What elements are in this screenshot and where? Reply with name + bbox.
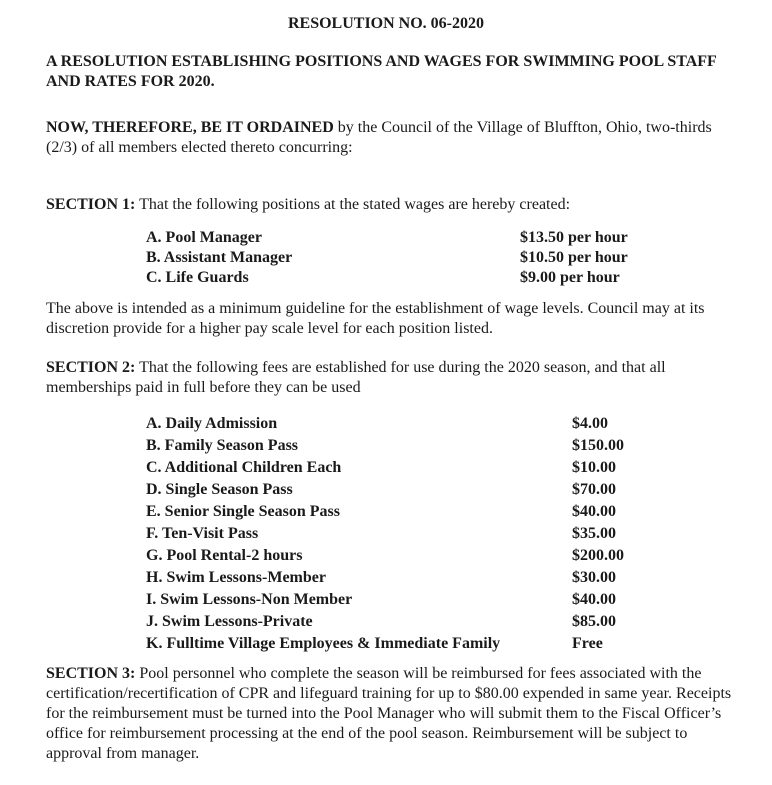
resolution-subtitle: A RESOLUTION ESTABLISHING POSITIONS AND WAGES FOR SWIMMING POOL STAFF AND RATES FOR 2020. — [46, 53, 717, 90]
position-label: B. Assistant Manager — [146, 249, 293, 266]
fee-label: J. Swim Lessons-Private — [146, 613, 313, 630]
ordain-paragraph — [46, 118, 746, 158]
section1-lead: SECTION 1: — [46, 196, 136, 213]
fee-label: A. Daily Admission — [146, 415, 278, 432]
section3-text: Pool personnel who complete the season will be reimbursed for fees associated with the certification/recertification of CPR and lifeguard training for up to $80.00 expended in same year. Receipts for the reimbursement must be turned into the Pool Manager who will submit them to the Fiscal Officer’s office for reimbursement processing at the end of the pool season. Reimbursement will be subject to approval from manager. — [46, 665, 732, 762]
position-label: A. Pool Manager — [146, 229, 262, 246]
fee-value: $40.00 — [572, 591, 616, 608]
fee-value: $35.00 — [572, 525, 616, 542]
wage-value: $9.00 per hour — [520, 269, 620, 286]
fee-label: F. Ten-Visit Pass — [146, 525, 259, 542]
section1-heading — [46, 195, 746, 215]
ordain-text: by the Council of the Village of Bluffton, Ohio, two-thirds (2/3) of all members elected thereto concurring: — [46, 119, 712, 156]
position-label: C. Life Guards — [146, 269, 249, 286]
section3-paragraph — [46, 664, 746, 764]
fee-label: K. Fulltime Village Employees & Immediate Family — [146, 635, 501, 652]
fee-label: D. Single Season Pass — [146, 481, 293, 498]
wage-value: $13.50 per hour — [520, 229, 628, 246]
section1-text: That the following positions at the stated wages are hereby created: — [135, 196, 571, 213]
section3-lead: SECTION 3: — [46, 665, 136, 682]
fee-value: $150.00 — [572, 437, 624, 454]
fee-label: E. Senior Single Season Pass — [146, 503, 340, 520]
fee-value: $40.00 — [572, 503, 616, 520]
section2-lead: SECTION 2: — [46, 359, 136, 376]
fee-label: C. Additional Children Each — [146, 459, 342, 476]
ordain-lead: NOW, THEREFORE, BE IT ORDAINED — [46, 119, 334, 136]
fee-label: B. Family Season Pass — [146, 437, 299, 454]
fee-value: Free — [572, 635, 603, 652]
fee-label: G. Pool Rental-2 hours — [146, 547, 303, 564]
section2-text: That the following fees are established for use during the 2020 season, and that all memberships paid in full before they can be used — [46, 359, 666, 396]
fee-value: $200.00 — [572, 547, 624, 564]
fee-value: $85.00 — [572, 613, 616, 630]
fee-value: $10.00 — [572, 459, 616, 476]
fee-value: $70.00 — [572, 481, 616, 498]
fee-value: $4.00 — [572, 415, 608, 432]
fee-label: H. Swim Lessons-Member — [146, 569, 326, 586]
fee-label: I. Swim Lessons-Non Member — [146, 591, 353, 608]
wage-value: $10.50 per hour — [520, 249, 628, 266]
section2-heading — [46, 358, 746, 398]
resolution-title: RESOLUTION NO. 06-2020 — [287, 15, 485, 32]
fee-value: $30.00 — [572, 569, 616, 586]
section1-note: The above is intended as a minimum guideline for the establishment of wage levels. Council may at its discretion provide for a higher pay scale level for each position listed. — [46, 300, 705, 337]
